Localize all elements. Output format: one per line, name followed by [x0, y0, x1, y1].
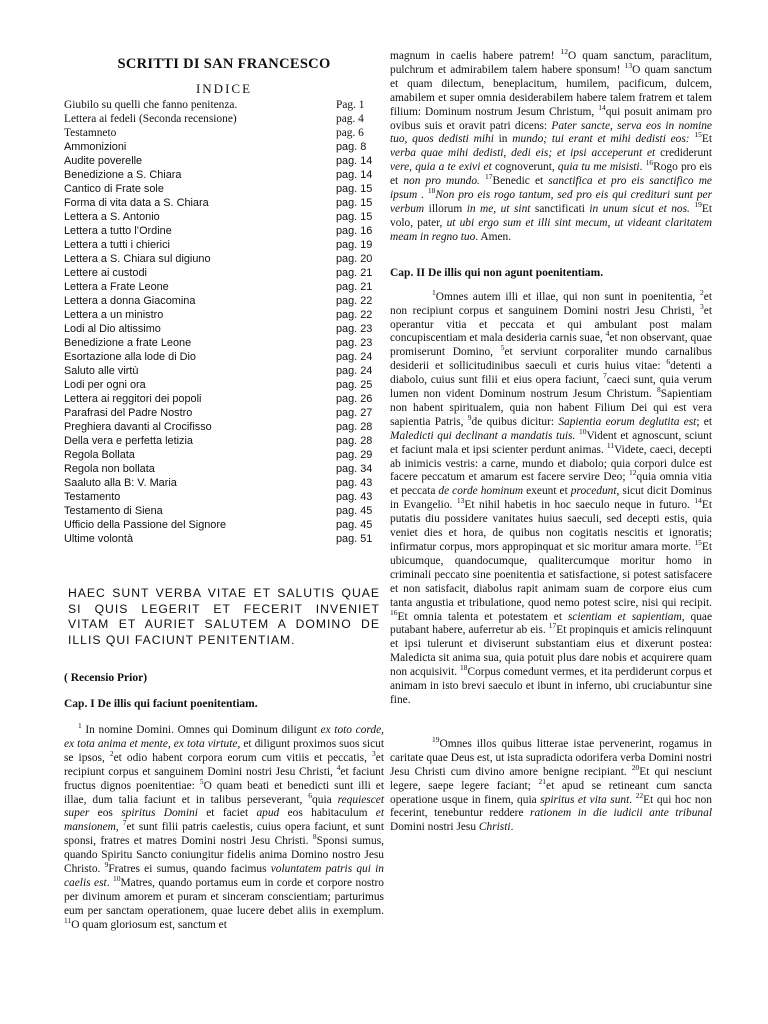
toc-page: pag. 6	[336, 127, 364, 139]
text-run: et sunt filii patris caelestis, cuius opera faciunt, et sunt sponsi, fratres et matres Domini nostri Jesu Christi.	[64, 821, 384, 848]
toc-row	[64, 168, 384, 182]
toc-row	[64, 518, 384, 532]
toc-title: Forma di vita data a S. Chiara	[64, 197, 209, 209]
toc-page: pag. 20	[336, 253, 373, 265]
text-run: eos habitaculum	[279, 807, 376, 820]
text-run: Benedic et	[492, 175, 549, 188]
verse-number: 5	[500, 343, 505, 353]
text-run: , quae putabant habere, auferretur ab eis.	[390, 610, 713, 637]
verse-number: 11	[606, 440, 615, 450]
chapter-1-continuation	[390, 47, 713, 245]
toc-title: Lettere ai custodi	[64, 267, 147, 279]
toc-page: pag. 15	[336, 183, 373, 195]
toc-row	[64, 308, 384, 322]
verse-number: 10	[578, 426, 587, 436]
toc-page: pag. 4	[336, 113, 364, 125]
toc-title: Testamento	[64, 491, 121, 503]
italic-run: de corde hominum	[438, 485, 524, 498]
verse-number: 13	[456, 496, 465, 506]
toc-row	[64, 210, 384, 224]
toc-row	[64, 252, 384, 266]
italic-run: rationem in die iudicii ante tribunal	[530, 807, 712, 820]
toc-title: Lettera a Frate Leone	[64, 281, 169, 293]
italic-run: ut ubi ergo sum et illi sint mecum, ut videant claritatem meam in regno tuo	[390, 216, 713, 243]
toc-title: Ufficio della Passione del Signore	[64, 519, 227, 531]
text-run: et odio habent corpora eorum cum vitiis et peccatis,	[113, 751, 373, 764]
verse-number: 5	[199, 776, 204, 786]
text-run: Sponsi sumus, quando Spiritu Sancto coniungitur fidelis anima Domino nostro Jesu Christo.	[64, 835, 384, 876]
toc-page: pag. 21	[336, 267, 373, 279]
toc-page: pag. 27	[336, 407, 373, 419]
toc-page: pag. 14	[336, 155, 373, 167]
text-run: cognoverunt,	[491, 161, 558, 174]
text-run: exeunt et	[523, 485, 571, 498]
text-run: illorum	[424, 202, 467, 215]
toc-page: pag. 22	[336, 295, 373, 307]
italic-run: ex toto corde, ex tota anima et mente, ex tota virtute	[64, 724, 384, 750]
toc-row	[64, 350, 384, 364]
toc-row	[64, 126, 384, 140]
chapter-1-title: Cap. I De illis qui faciunt poenitentiam.	[64, 698, 258, 710]
toc-title: Esortazione alla lode di Dio	[64, 351, 196, 363]
verse-number: 8	[657, 385, 661, 395]
text-run: Et putatis diu possidere vanitates huius saeculi, sed decepti estis, quia veniet dies et hora, de quibus non cogitatis nescitis et ignoratis; infirmatur corpus, mors appropinquat et sic moritur amara morte.	[390, 499, 712, 553]
toc-row	[64, 196, 384, 210]
toc-title: Lettera a donna Giacomina	[64, 295, 196, 307]
toc-page: pag. 8	[336, 141, 367, 153]
toc-title: Benedizione a S. Chiara	[64, 169, 182, 181]
italic-run: Pater sancte, serva eos in nomine tuo, quos dedisti mihi	[390, 119, 712, 146]
toc-page: pag. 24	[336, 365, 373, 377]
text-run: Rogo pro eis et	[390, 161, 712, 188]
text-run: Sapientiam non habent spiritualem, quia non habent Filium Dei qui est vera sapientia Patris,	[390, 388, 712, 428]
verse-number: 9	[467, 413, 472, 423]
verse-number: 18	[427, 186, 436, 196]
text-run: O quam sanctum et quam dilectum, beneplacitum, humilem, pacificum, dulcem, amabilem et super omnia desiderabilem habere talem fratrem et talem filium: Dominum nostrum Jesum Christum,	[390, 63, 713, 118]
toc-row	[64, 280, 384, 294]
italic-run: Sapientia eorum deglutita est	[558, 415, 697, 428]
italic-run: et mansionem	[64, 807, 385, 834]
verse-number: 19	[694, 200, 702, 210]
verse-number: 11	[64, 915, 72, 925]
text-run: O quam sanctum, paraclitum, pulchrum et admirabilem talem habere sponsum!	[390, 50, 712, 76]
text-run: et faciunt fructus dignos poenitentiae:	[64, 765, 385, 792]
toc-title: Lodi per ogni ora	[64, 379, 146, 391]
text-run: et operantur vitia et peccata et qui ambulant post malam concupiscentiam et mala desideria carnis suae,	[390, 304, 712, 345]
italic-run: Christi	[478, 821, 511, 834]
verse-number: 12	[560, 47, 569, 57]
text-run: detenti a diabolo, cuius sunt filii et eius opera faciunt,	[390, 360, 712, 387]
toc-page: pag. 23	[336, 337, 373, 349]
toc-row	[64, 532, 384, 546]
text-run: O quam gloriosum est, sanctum et	[71, 918, 227, 931]
verse-number: 13	[624, 61, 633, 71]
verse-number: 10	[113, 874, 121, 884]
italic-run: requiescet super	[64, 793, 384, 820]
italic-run: Maledicti qui declinant a mandatis tuis.	[390, 429, 579, 442]
toc-title: Lettera a S. Chiara sul digiuno	[64, 253, 211, 265]
verse-number: 22	[635, 790, 644, 800]
verse-number: 12	[629, 468, 637, 478]
text-run: in	[493, 133, 513, 146]
text-run: Omnes illos quibus litterae istae pervenerint, rogamus in caritate quae Deus est, ut ista supradicta odorifera verba Domini nostri Jesu Christi cum divino amore benigne recipiant.	[390, 737, 712, 778]
toc-page: pag. 16	[336, 225, 373, 237]
toc-page: pag. 25	[336, 379, 373, 391]
text-run: .	[510, 821, 514, 834]
text-run: qui posuit animam pro ovibus suis et oravit patri dicens:	[390, 105, 712, 132]
text-run: .	[639, 161, 646, 174]
text-run: ; et	[696, 415, 712, 428]
text-run: Et	[701, 133, 713, 146]
toc-page: pag. 21	[336, 281, 373, 293]
toc-title: Della vera e perfetta letizia	[64, 435, 193, 447]
text-run: Et ubicumque, quandocumque, qualitercumque moritur homo in criminali peccato sine poenitentia et satisfactione, si potest satisfacere et non satisfacit, diabolus rapit animam suam de corpore eius cum tanta angustia et tribulatione, quod nemo potest scire, nisi qui recipit.	[390, 541, 712, 609]
toc-title: Lodi al Dio altissimo	[64, 323, 161, 335]
toc-row	[64, 182, 384, 196]
text-run: O quam beati et benedicti sunt illi et illae, dum talia faciunt et in talibus perseverant,	[64, 779, 384, 806]
italic-run: procedunt	[570, 485, 617, 498]
toc-title: Ultime volontà	[64, 533, 134, 545]
italic-run: non pro mundo.	[403, 175, 486, 188]
toc-title: Giubilo su quelli che fanno penitenza.	[64, 99, 238, 111]
verse-number: 14	[694, 496, 702, 506]
toc-page: pag. 43	[336, 491, 373, 503]
toc-row	[64, 406, 384, 420]
verse-number: 6	[308, 790, 313, 800]
verse-number: 3	[700, 301, 704, 311]
toc-page: pag. 51	[336, 533, 373, 545]
toc-row	[64, 140, 384, 154]
text-run: Omnes autem illi et illae, qui non sunt in poenitentia,	[435, 290, 701, 303]
toc-page: pag. 34	[336, 463, 373, 475]
toc-page: pag. 26	[336, 393, 373, 405]
chapter-2-closing	[390, 735, 712, 835]
toc-row	[64, 448, 384, 462]
verse-number: 1	[432, 287, 436, 297]
toc-title: Regola non bollata	[64, 463, 155, 475]
italic-run: scientiam et sapientiam	[567, 610, 682, 623]
verse-number: 21	[538, 776, 547, 786]
toc-page: pag. 45	[336, 519, 373, 531]
toc-page: pag. 24	[336, 351, 373, 363]
verse-number: 15	[694, 538, 702, 548]
toc-title: Lettera ai fedeli (Seconda recensione)	[64, 113, 237, 125]
document-title: SCRITTI DI SAN FRANCESCO	[117, 56, 331, 72]
toc-page: pag. 15	[336, 211, 373, 223]
text-run: Et qui nesciunt legere, saepe legere faciant;	[390, 765, 712, 792]
text-run: et non recipiunt corpus et sanguinem Domini nostri Jesu Christi,	[390, 290, 712, 317]
toc-row	[64, 98, 384, 112]
toc-title: Benedizione a frate Leone	[64, 337, 192, 349]
text-run: magnum in caelis habere patrem!	[390, 50, 561, 62]
verse-number: 9	[104, 860, 109, 870]
verse-number: 2	[109, 749, 114, 759]
toc-title: Ammonizioni	[64, 141, 127, 153]
toc-row	[64, 364, 384, 378]
table-of-contents	[64, 98, 384, 546]
text-run: caeci sunt, quia verum lumen non vident Dominum nostrum Jesum Christum.	[390, 374, 712, 401]
text-run: crediderunt	[655, 147, 713, 160]
toc-title: Lettera a un ministro	[64, 309, 164, 321]
text-run: Vident et agnoscunt, sciunt et faciunt mala et ipsi scienter perdunt animas.	[390, 429, 712, 456]
toc-page: pag. 19	[336, 239, 373, 251]
italic-run: sanctifica et pro eis sanctifico me ipsum .	[390, 175, 712, 202]
toc-page: pag. 28	[336, 435, 373, 447]
toc-page: pag. 22	[336, 309, 373, 321]
text-run: Et volo, pater,	[390, 202, 713, 229]
italic-run: spiritus et vita sunt	[540, 793, 630, 806]
toc-page: pag. 45	[336, 505, 373, 517]
toc-page: Pag. 1	[336, 99, 365, 111]
toc-row	[64, 378, 384, 392]
toc-title: Testamneto	[64, 127, 117, 139]
verse-number: 3	[372, 749, 376, 759]
toc-row	[64, 434, 384, 448]
italic-run: in unum sicut et nos.	[589, 202, 695, 215]
text-run: eos	[89, 807, 122, 820]
toc-row	[64, 322, 384, 336]
toc-title: Regola Bollata	[64, 449, 135, 461]
text-run: sanctificati	[530, 202, 590, 215]
toc-row	[64, 420, 384, 434]
chapter-1-text	[64, 721, 385, 933]
verse-number: 20	[631, 762, 640, 772]
verse-number: 17	[548, 621, 557, 631]
verse-number: 7	[122, 818, 127, 828]
text-run: de quibus dicitur:	[471, 415, 559, 428]
toc-title: Audite poverelle	[64, 155, 143, 167]
toc-title: Testamento di Siena	[64, 505, 163, 517]
italic-run: in me, ut sint	[466, 202, 531, 215]
toc-page: pag. 29	[336, 449, 373, 461]
toc-page: pag. 43	[336, 477, 373, 489]
chapter-2-text	[390, 287, 713, 708]
toc-row	[64, 504, 384, 518]
verse-number: 4	[605, 329, 610, 339]
verse-number: 2	[700, 287, 704, 297]
verse-number: 19	[432, 735, 440, 745]
toc-row	[64, 294, 384, 308]
haec-heading: HAEC SUNT VERBA VITAE ET SALUTIS QUAE SI QUIS LEGERIT ET FECERIT INVENIET VITAM ET AURIET SALUTEM A DOMINO DE ILLIS QUI FACIUNT PENITENTIAM.	[68, 586, 380, 647]
text-run: et apud se retineant cum sancta operatione usque in finem, quia	[390, 779, 712, 806]
text-run: Matres, quando portamus eum in corde et corpore nostro per divinum amorem et puram et sinceram conscientiam; parturimus eum per sanctam operationem, quae lucere debet aliis in exemplum.	[64, 876, 384, 917]
italic-run: spiritus Domini	[121, 807, 198, 820]
verse-number: 17	[485, 172, 493, 182]
italic-run: apud	[256, 807, 280, 820]
toc-title: Saaluto alla B: V. Maria	[64, 477, 177, 489]
verse-number: 4	[336, 762, 341, 772]
text-run: et non observant, quae promiserunt Domino,	[390, 332, 712, 359]
toc-page: pag. 14	[336, 169, 373, 181]
italic-run: vere, quia a te exivi et	[390, 161, 492, 174]
italic-run: verba quae mihi dedisti, dedi eis; et ipsi acceperunt et	[390, 147, 656, 160]
toc-title: Parafrasi del Padre Nostro	[64, 407, 193, 419]
italic-run: quia tu me misisti	[557, 161, 640, 174]
toc-row	[64, 392, 384, 406]
toc-title: Preghiera davanti al Crocifisso	[64, 421, 212, 433]
toc-row	[64, 266, 384, 280]
toc-row	[64, 224, 384, 238]
text-run: quia	[312, 793, 338, 806]
text-run: .	[106, 876, 114, 889]
text-run: Videte, caeci, decepti ab inimicis vestris: a carne, mundo et diabolo; quia corpori dulce est facere peccatum et amarum est facere servire Deo;	[390, 443, 712, 484]
text-run: Fratres ei sumus, quando facimus	[108, 863, 271, 876]
text-run: , sicut dicit Dominus in Evangelio.	[390, 485, 712, 512]
verse-number: 14	[598, 102, 606, 112]
text-run: .	[629, 793, 636, 806]
recensio-label: ( Recensio Prior)	[64, 672, 148, 684]
text-run: Et omnia talenta et potestatem et	[397, 610, 568, 623]
verse-number: 16	[390, 607, 398, 617]
text-run: ,	[115, 821, 123, 834]
verse-number: 6	[666, 357, 671, 367]
right-column	[390, 47, 713, 835]
toc-title: Lettera a tutto l’Ordine	[64, 225, 172, 237]
text-run: In nomine Domini. Omnes qui Dominum diligunt	[81, 724, 321, 736]
verse-number: 15	[694, 130, 702, 140]
toc-row	[64, 462, 384, 476]
italic-run: mundo; tui erant et mihi dedisti eos:	[512, 133, 695, 146]
left-column	[64, 50, 384, 933]
text-run: quia omnia vitia et peccata	[390, 471, 712, 498]
toc-row	[64, 476, 384, 490]
toc-row	[64, 490, 384, 504]
verse-number: 18	[460, 663, 468, 673]
toc-title: Lettera a tutti i chierici	[64, 239, 170, 251]
chapter-2-title: Cap. II De illis qui non agunt poenitentiam.	[390, 266, 604, 279]
text-run: Et qui hoc non fecerint, tenebuntur reddere	[390, 793, 712, 820]
text-run: . Amen.	[475, 230, 512, 243]
toc-page: pag. 15	[336, 197, 373, 209]
toc-title: Lettera ai reggitori dei popoli	[64, 393, 202, 405]
toc-title: Lettera a S. Antonio	[64, 211, 160, 223]
index-heading: INDICE	[195, 81, 253, 96]
toc-row	[64, 154, 384, 168]
verse-number: 7	[603, 371, 607, 381]
text-run: et faciet	[197, 807, 257, 820]
text-run: Et propinquis et amicis relinquunt et ipsi tulerunt et diviserunt substantiam eius et dixerunt postea: Maledicta sit anima sua, quia potuit plus dare nobis et acquirere quam non acquisivit.	[390, 624, 713, 679]
toc-row	[64, 112, 384, 126]
italic-run: Non pro eis rogo tantum, sed pro eis qui credituri sunt per verbum	[390, 189, 712, 215]
text-run: et recipiunt corpus et sanguinem Domini nostri Jesu Christi,	[64, 751, 384, 778]
verse-number: 8	[312, 832, 317, 842]
text-run: Et nihil habetis in hoc saeculo neque in futuro.	[464, 499, 695, 512]
toc-title: Saluto alle virtù	[64, 365, 139, 377]
toc-page: pag. 23	[336, 323, 373, 335]
text-run: , et diligunt proximos suos sicut se ipsos,	[64, 737, 384, 764]
toc-title: Cantico di Frate sole	[64, 183, 164, 195]
text-run: Domini nostri Jesu	[390, 821, 479, 834]
toc-row	[64, 336, 384, 350]
text-run: Corpus comedunt vermes, et ita perdiderunt corpus et animam in isto brevi saeculo et ibunt in inferno, ubi cruciabuntur sine fine.	[390, 666, 713, 706]
verse-number: 1	[78, 721, 82, 731]
text-run: et serviunt corporaliter mundo carnalibus desiderii et sollicitudinibus saeculi et curis huius vitae:	[390, 346, 712, 373]
italic-run: voluntatem patris qui in caelis est	[64, 863, 384, 889]
toc-page: pag. 28	[336, 421, 373, 433]
verse-number: 16	[645, 158, 654, 168]
toc-row	[64, 238, 384, 252]
